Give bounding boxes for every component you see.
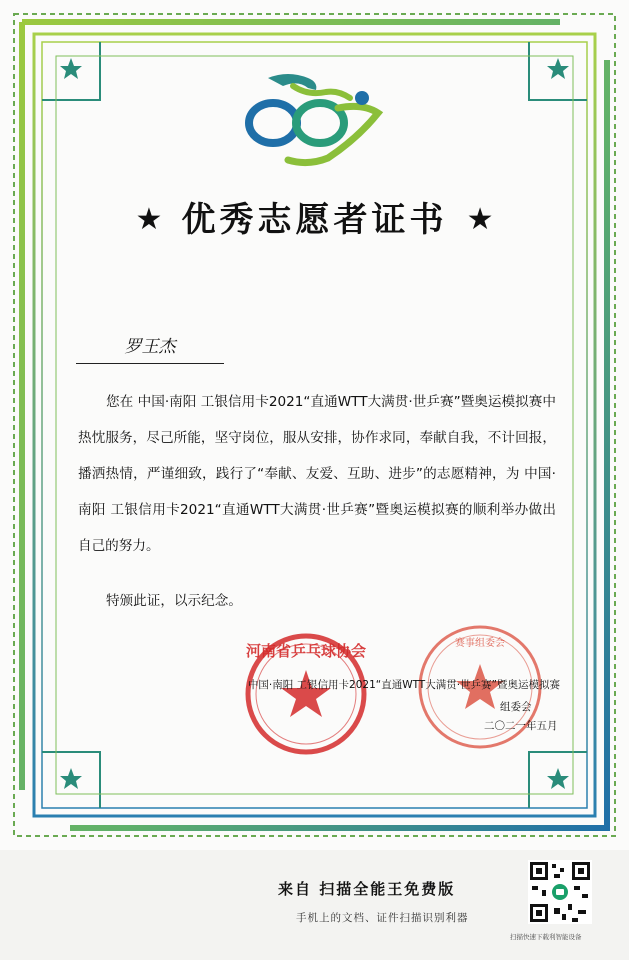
qr-code-icon[interactable] bbox=[528, 860, 592, 924]
certificate-title: 优秀志愿者证书 bbox=[181, 200, 448, 240]
event-logo-icon bbox=[238, 68, 388, 168]
scan-app-tagline: 手机上的文档、证件扫描识别利器 bbox=[296, 912, 469, 924]
recipient-name: 罗王杰 bbox=[124, 337, 176, 357]
right-seal-label: 赛事组委会 bbox=[455, 638, 505, 649]
issuer-committee: 组委会 bbox=[500, 701, 532, 713]
star-icon: ★ bbox=[466, 202, 494, 237]
star-icon: ★ bbox=[135, 202, 163, 237]
certificate-title-row bbox=[0, 192, 629, 248]
left-seal-stamp bbox=[242, 630, 370, 758]
scan-app-banner: 来自 扫描全能王免费版 bbox=[278, 880, 456, 898]
left-seal-label: 河南省乒乓球协会 bbox=[245, 642, 367, 660]
issuer-name: 中国·南阳 工银信用卡2021“直通WTT大满贯·世乒赛”暨奥运模拟赛 bbox=[247, 679, 560, 691]
recipient-name-line bbox=[76, 335, 224, 364]
qr-caption: 扫描快速下载利智能设备 bbox=[510, 933, 582, 941]
certificate-body: 您在 中国·南阳 工银信用卡2021“直通WTT大满贯·世乒赛”暨奥运模拟赛中热忱服务，尽己所能，坚守岗位，服从安排，协作求同，奉献自我，不计回报，播洒热情，严谨细致，践行了“奉献、友爱、互助、进步”的志愿精神，为 中国·南阳 工银信用卡2021“直通WTT大满贯·世乒赛”暨奥运模拟赛的顺利举办做出自己的努力。 bbox=[78, 394, 556, 554]
issue-date: 二〇二一年五月 bbox=[484, 720, 558, 732]
closing-statement: 特颁此证，以示纪念。 bbox=[106, 593, 242, 609]
